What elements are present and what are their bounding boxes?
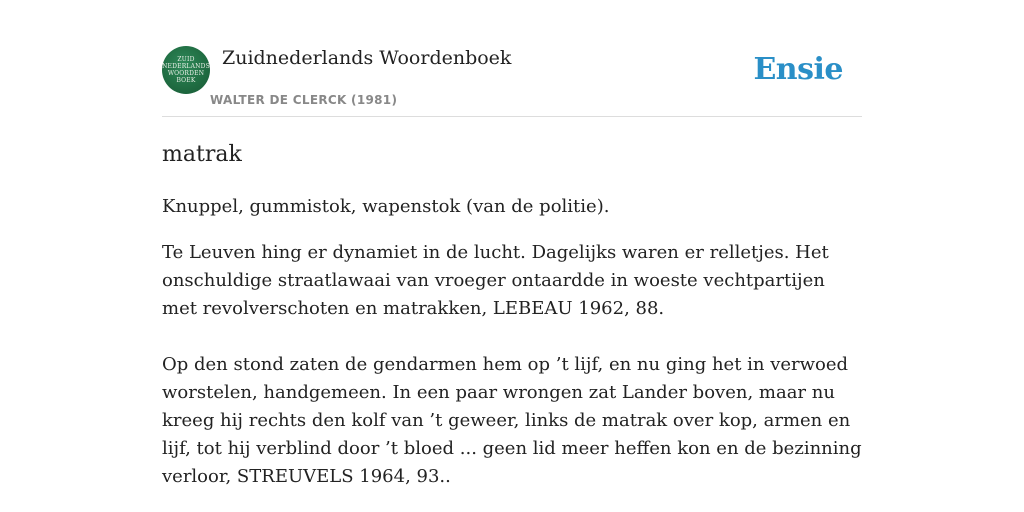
dictionary-author: WALTER DE CLERCK (1981) — [210, 93, 398, 107]
definition: Knuppel, gummistok, wapenstok (van de politie). — [162, 196, 610, 217]
logo-text-line: ZUID — [177, 56, 195, 63]
dictionary-title[interactable]: Zuidnederlands Woordenboek — [222, 47, 512, 69]
logo-text-line: NEDERLANDS — [162, 63, 210, 70]
example-quote: Te Leuven hing er dynamiet in de lucht. Dagelijks waren er relletjes. Het onschuldige straatlawaai van vroeger ontaardde in woeste vechtpartijen met revolverschoten en matrakken, LEBEAU 1962, 88. — [162, 242, 829, 319]
example-quote: Op den stond zaten de gendarmen hem op ’t lijf, en nu ging het in verwoed worstelen, handgemeen. In een paar wrongen zat Lander boven, maar nu kreeg hij rechts den kolf van ’t geweer, links de matrak over kop, armen en lijf, tot hij verblind door ’t bloed ... geen lid meer heffen kon en de bezinning verloor, STREUVELS 1964, 93.. — [162, 354, 862, 487]
headword: matrak — [162, 142, 242, 167]
logo-text-line: WOORDEN — [167, 70, 205, 77]
header — [162, 46, 862, 117]
entry-card — [162, 0, 862, 512]
logo-text-line: BOEK — [176, 77, 196, 84]
ensie-logo[interactable]: Ensie — [753, 52, 843, 87]
dictionary-logo[interactable] — [162, 46, 210, 94]
